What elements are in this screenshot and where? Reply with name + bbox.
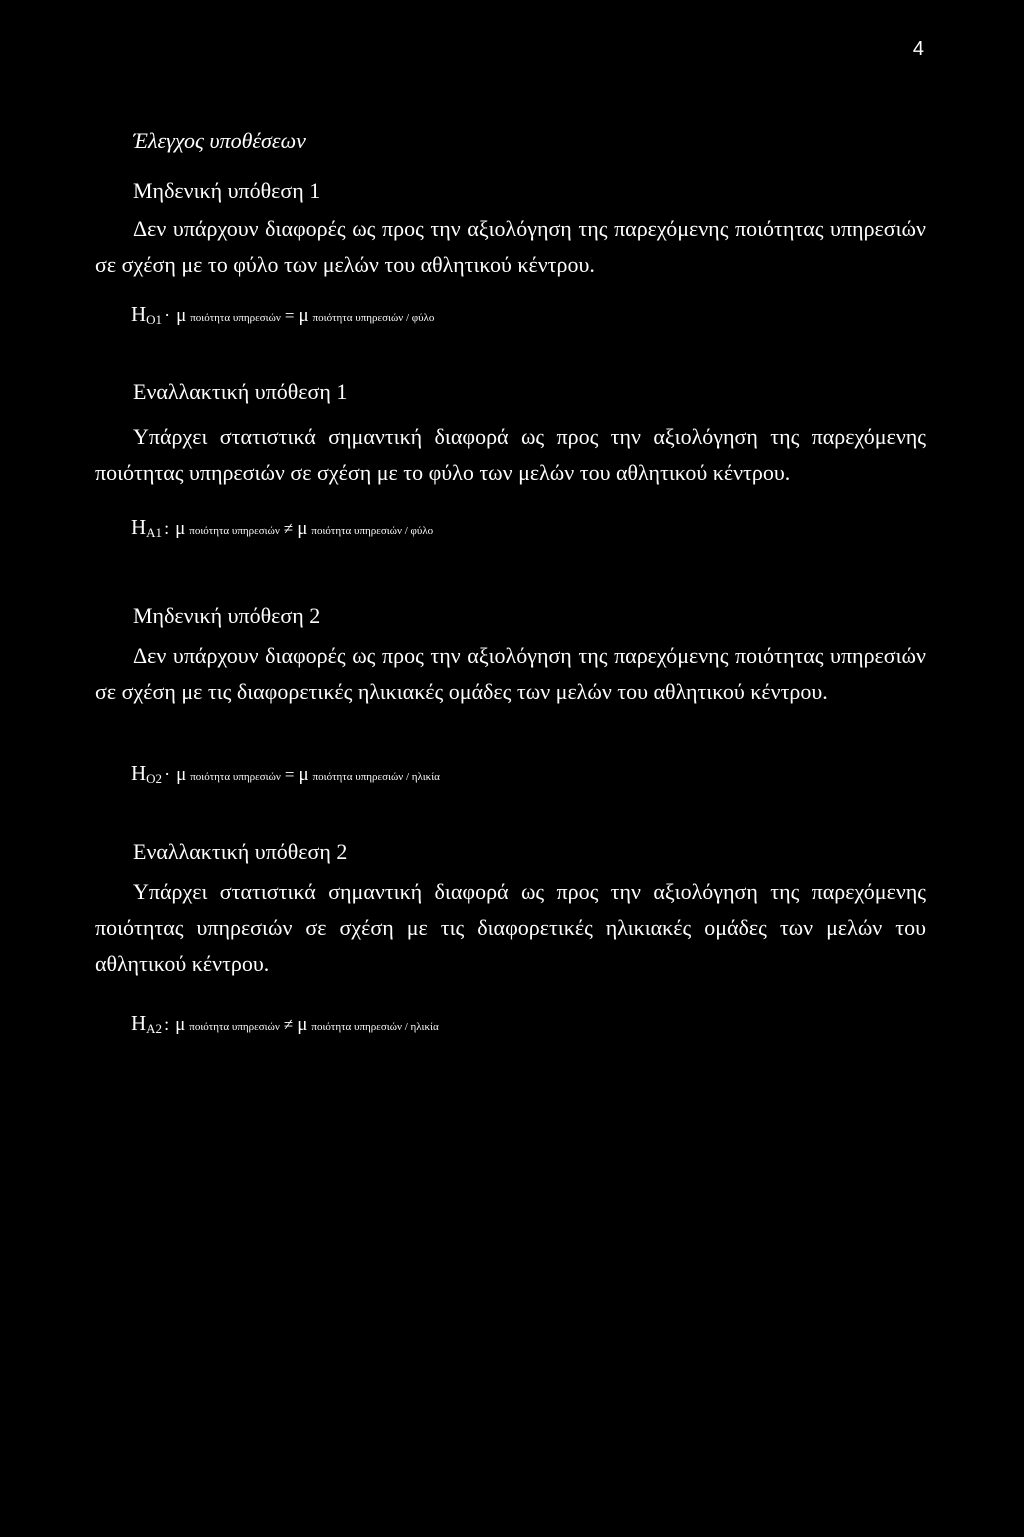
formula-term: ποιότητα υπηρεσιών / φύλο (311, 525, 434, 537)
formula-sep: : (164, 1014, 170, 1034)
formula-null-1 (131, 302, 434, 327)
formula-h: H (131, 302, 147, 326)
equals-sign: = (284, 306, 295, 325)
formula-sub: A2 (146, 1021, 163, 1036)
formula-null-2 (131, 761, 440, 786)
text-null-1: Δεν υπάρχουν διαφορές ως προς την αξιολόγηση της παρεχόμενης ποιότητας υπηρεσιών σε σχέση με το φύλο των μελών του αθλητικού κέντρου. (95, 216, 926, 277)
formula-h: H (131, 515, 147, 539)
formula-sub: O1 (146, 312, 163, 327)
section-title: Έλεγχος υποθέσεων (133, 128, 306, 153)
formula-sep: · (164, 305, 171, 325)
formula-term: ποιότητα υπηρεσιών (189, 525, 280, 537)
equals-sign: = (284, 765, 295, 784)
heading-null-1: Μηδενική υπόθεση 1 (133, 178, 321, 203)
not-equal-sign: ≠ (283, 519, 294, 538)
page-number: 4 (912, 38, 924, 60)
mu-symbol: μ (298, 764, 309, 785)
formula-sep: : (164, 518, 170, 538)
heading-alt-1: Εναλλακτική υπόθεση 1 (133, 379, 348, 404)
mu-symbol: μ (176, 764, 187, 785)
mu-symbol: μ (297, 1014, 308, 1035)
formula-sub: A1 (146, 525, 163, 540)
formula-alt-2 (131, 1011, 439, 1036)
formula-h: H (131, 761, 147, 785)
formula-sub: O2 (146, 771, 163, 786)
mu-symbol: μ (175, 518, 186, 539)
formula-term: ποιότητα υπηρεσιών (190, 312, 281, 324)
heading-null-2: Μηδενική υπόθεση 2 (133, 603, 321, 628)
mu-symbol: μ (175, 1014, 186, 1035)
formula-term: ποιότητα υπηρεσιών / ηλικία (312, 771, 440, 783)
text-alt-2: Υπάρχει στατιστικά σημαντική διαφορά ως προς την αξιολόγηση της παρεχόμενης ποιότητας υπηρεσιών σε σχέση με τις διαφορετικές ηλικιακές ομάδες των μελών του αθλητικού κέντρου. (95, 879, 926, 976)
not-equal-sign: ≠ (283, 1015, 294, 1034)
mu-symbol: μ (297, 518, 308, 539)
formula-term: ποιότητα υπηρεσιών / φύλο (312, 312, 435, 324)
formula-term: ποιότητα υπηρεσιών (190, 771, 281, 783)
formula-alt-1 (131, 515, 433, 540)
mu-symbol: μ (176, 305, 187, 326)
mu-symbol: μ (298, 305, 309, 326)
text-null-2: Δεν υπάρχουν διαφορές ως προς την αξιολόγηση της παρεχόμενης ποιότητας υπηρεσιών σε σχέση με τις διαφορετικές ηλικιακές ομάδες των μελών του αθλητικού κέντρου. (95, 643, 926, 704)
formula-sep: · (164, 764, 171, 784)
text-alt-1: Υπάρχει στατιστικά σημαντική διαφορά ως προς την αξιολόγηση της παρεχόμενης ποιότητας υπηρεσιών σε σχέση με το φύλο των μελών του αθλητικού κέντρου. (95, 424, 926, 485)
formula-term: ποιότητα υπηρεσιών (189, 1021, 280, 1033)
formula-term: ποιότητα υπηρεσιών / ηλικία (311, 1021, 439, 1033)
heading-alt-2: Εναλλακτική υπόθεση 2 (133, 839, 348, 864)
formula-h: H (131, 1011, 147, 1035)
